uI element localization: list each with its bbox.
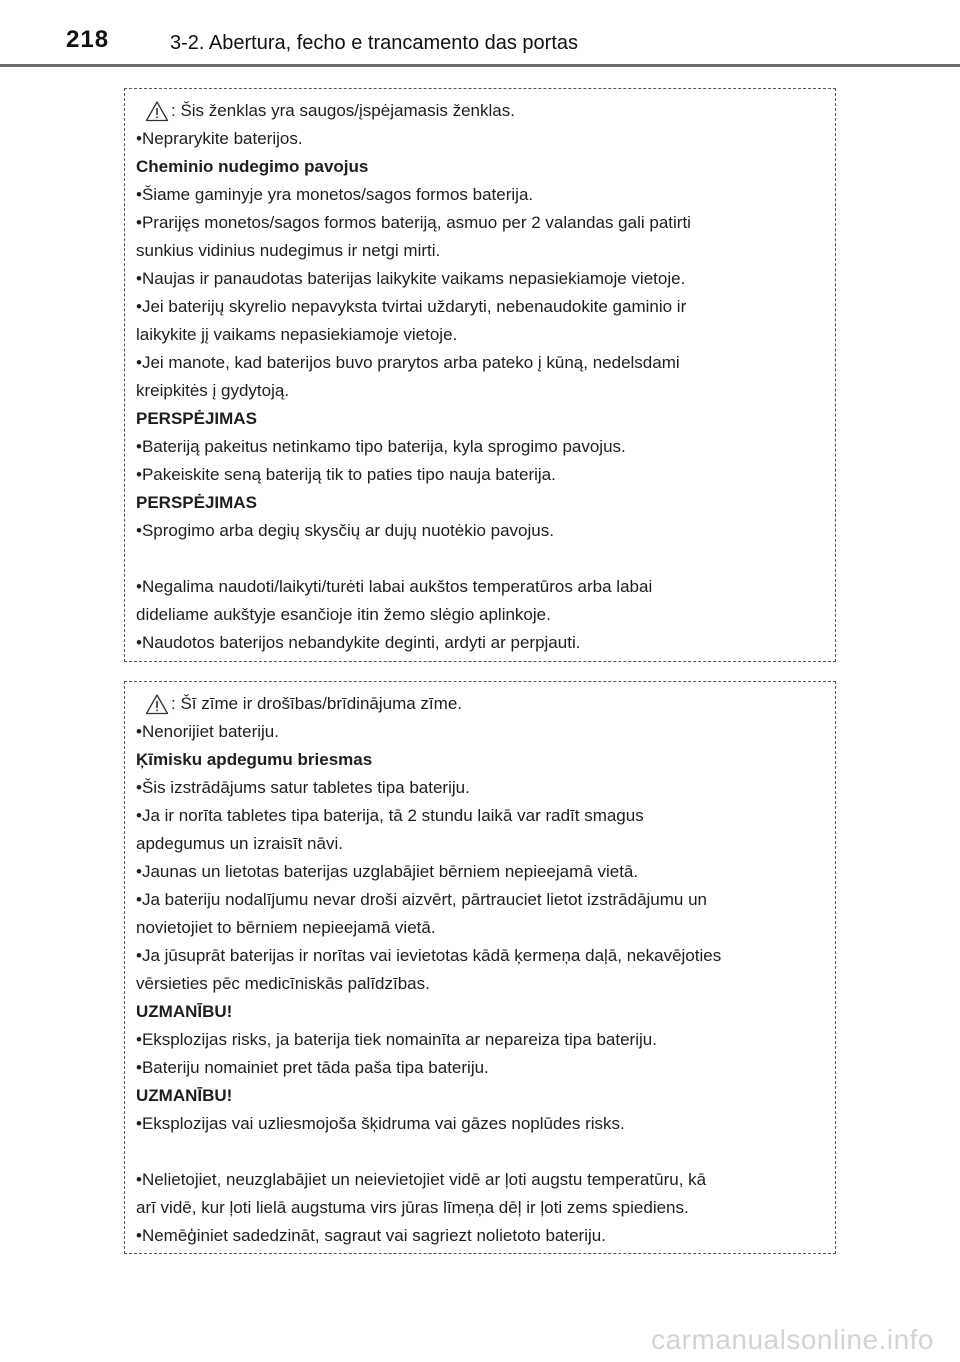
text-line: apdegumus un izraisīt nāvi. — [136, 834, 343, 853]
section-heading: PERSPĖJIMAS — [136, 493, 257, 512]
text-line: •Bateriju nomainiet pret tāda paša tipa bateriju. — [136, 1058, 489, 1077]
warning-triangle-icon — [145, 693, 169, 715]
text-line: •Jaunas un lietotas baterijas uzglabājiet bērniem nepieejamā vietā. — [136, 862, 639, 881]
text-line: •Nenorijiet bateriju. — [136, 722, 279, 741]
page-header — [0, 0, 960, 67]
text-line: •Sprogimo arba degių skysčių ar dujų nuotėkio pavojus. — [136, 521, 554, 540]
section-title: 3-2. Abertura, fecho e trancamento das portas — [170, 32, 579, 54]
section-heading: UZMANĪBU! — [136, 1002, 233, 1021]
text-line: •Bateriją pakeitus netinkamo tipo baterija, kyla sprogimo pavojus. — [136, 437, 626, 456]
text-line: •Eksplozijas vai uzliesmojoša šķidruma vai gāzes noplūdes risks. — [136, 1114, 625, 1133]
box-lines — [136, 125, 825, 657]
text-line: •Ja bateriju nodalījumu nevar droši aizvērt, pārtrauciet lietot izstrādājumu un — [136, 890, 708, 909]
section-heading: Cheminio nudegimo pavojus — [136, 157, 369, 176]
text-line: vērsieties pēc medicīniskās palīdzības. — [136, 974, 430, 993]
section-heading: UZMANĪBU! — [136, 1086, 233, 1105]
text-line: •Jei baterijų skyrelio nepavyksta tvirtai uždaryti, nebenaudokite gaminio ir — [136, 297, 687, 316]
text-line: •Pakeiskite seną bateriją tik to paties tipo nauja baterija. — [136, 465, 556, 484]
text-line: laikykite jį vaikams nepasiekiamoje vietoje. — [136, 325, 458, 344]
text-line: •Jei manote, kad baterijos buvo prarytos arba pateko į kūną, nedelsdami — [136, 353, 680, 372]
warning-triangle-icon — [145, 100, 169, 122]
text-line: sunkius vidinius nudegimus ir netgi mirti. — [136, 241, 441, 260]
text-line: •Naujas ir panaudotas baterijas laikykite vaikams nepasiekiamoje vietoje. — [136, 269, 686, 288]
text-line: •Eksplozijas risks, ja baterija tiek nomainīta ar nepareiza tipa bateriju. — [136, 1030, 657, 1049]
text-line: •Naudotos baterijos nebandykite deginti, ardyti ar perpjauti. — [136, 633, 581, 652]
text-line: •Neprarykite baterijos. — [136, 129, 303, 148]
box-lines — [136, 718, 825, 1250]
watermark: carmanualsonline.info — [651, 1324, 934, 1355]
page-number: 218 — [66, 26, 110, 53]
text-line: •Negalima naudoti/laikyti/turėti labai aukštos temperatūros arba labai — [136, 577, 653, 596]
text-line: •Nelietojiet, neuzglabājiet un neievietojiet vidē ar ļoti augstu temperatūru, kā — [136, 1170, 707, 1189]
text-line: •Ja jūsuprāt baterijas ir norītas vai ievietotas kādā ķermeņa daļā, nekavējoties — [136, 946, 722, 965]
text-line: •Prarijęs monetos/sagos formos bateriją, asmuo per 2 valandas gali patirti — [136, 213, 691, 232]
warning-label: : Šī zīme ir drošības/brīdinājuma zīme. — [171, 694, 462, 713]
warning-heading — [136, 690, 825, 718]
warning-label: : Šis ženklas yra saugos/įspėjamasis ženklas. — [171, 101, 515, 120]
text-line: •Šiame gaminyje yra monetos/sagos formos baterija. — [136, 185, 534, 204]
text-line: •Šis izstrādājums satur tabletes tipa bateriju. — [136, 778, 470, 797]
warning-box-latvian — [124, 681, 836, 1254]
text-line: •Nemēģiniet sadedzināt, sagraut vai sagriezt nolietoto bateriju. — [136, 1226, 606, 1245]
section-heading: PERSPĖJIMAS — [136, 409, 257, 428]
section-heading: Ķīmisku apdegumu briesmas — [136, 750, 373, 769]
text-line: novietojiet to bērniem nepieejamā vietā. — [136, 918, 436, 937]
text-line: kreipkitės į gydytoją. — [136, 381, 290, 400]
warning-heading — [136, 97, 825, 125]
warning-box-lithuanian — [124, 88, 836, 662]
text-line: arī vidē, kur ļoti lielā augstuma virs jūras līmeņa dēļ ir ļoti zems spiediens. — [136, 1198, 689, 1217]
text-line: •Ja ir norīta tabletes tipa baterija, tā 2 stundu laikā var radīt smagus — [136, 806, 644, 825]
text-line: dideliame aukštyje esančioje itin žemo slėgio aplinkoje. — [136, 605, 551, 624]
